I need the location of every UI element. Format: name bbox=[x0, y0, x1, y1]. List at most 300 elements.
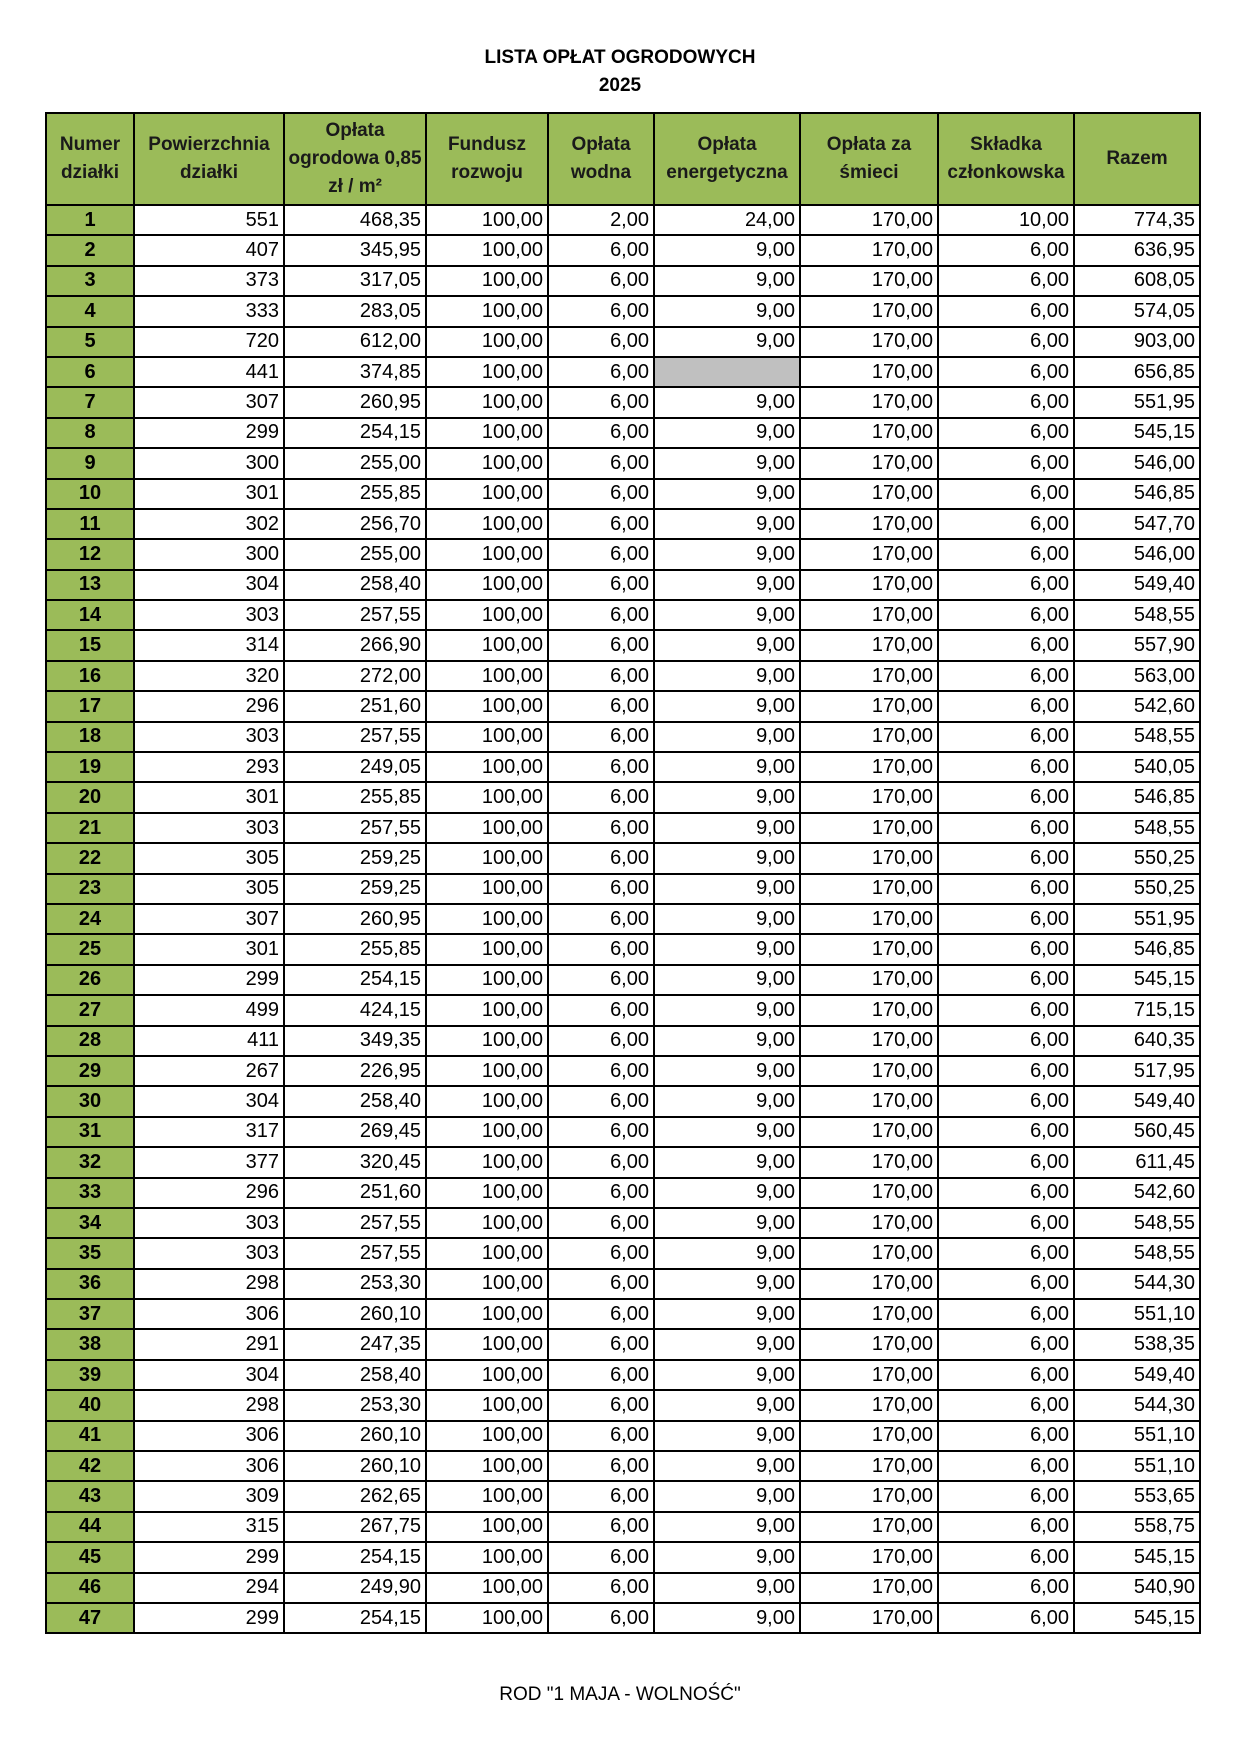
table-row bbox=[46, 570, 1200, 600]
fees-table bbox=[45, 112, 1201, 1634]
cell-water-fee: 6,00 bbox=[548, 509, 654, 539]
cell-area: 373 bbox=[134, 266, 284, 296]
cell-development-fund: 100,00 bbox=[426, 509, 548, 539]
cell-plot-number: 34 bbox=[46, 1208, 134, 1238]
cell-area: 309 bbox=[134, 1481, 284, 1511]
cell-energy-fee: 9,00 bbox=[654, 387, 800, 417]
cell-area: 306 bbox=[134, 1299, 284, 1329]
cell-development-fund: 100,00 bbox=[426, 661, 548, 691]
cell-plot-number: 7 bbox=[46, 387, 134, 417]
cell-area: 304 bbox=[134, 570, 284, 600]
table-row bbox=[46, 722, 1200, 752]
cell-membership-fee: 6,00 bbox=[938, 479, 1074, 509]
cell-garden-fee: 255,85 bbox=[284, 479, 426, 509]
cell-total: 550,25 bbox=[1074, 874, 1200, 904]
table-body bbox=[46, 205, 1200, 1633]
cell-water-fee: 6,00 bbox=[548, 722, 654, 752]
header-garden-fee: Opłata ogrodowa 0,85 zł / m² bbox=[284, 113, 426, 205]
table-row bbox=[46, 843, 1200, 873]
cell-development-fund: 100,00 bbox=[426, 691, 548, 721]
cell-area: 303 bbox=[134, 600, 284, 630]
table-row bbox=[46, 357, 1200, 387]
cell-plot-number: 1 bbox=[46, 205, 134, 235]
cell-total: 774,35 bbox=[1074, 205, 1200, 235]
cell-garden-fee: 257,55 bbox=[284, 1238, 426, 1268]
cell-membership-fee: 6,00 bbox=[938, 1208, 1074, 1238]
cell-total: 548,55 bbox=[1074, 813, 1200, 843]
cell-area: 299 bbox=[134, 1542, 284, 1572]
cell-energy-fee: 9,00 bbox=[654, 1238, 800, 1268]
cell-garden-fee: 283,05 bbox=[284, 296, 426, 326]
cell-membership-fee: 6,00 bbox=[938, 843, 1074, 873]
table-row bbox=[46, 965, 1200, 995]
cell-plot-number: 2 bbox=[46, 235, 134, 265]
cell-area: 298 bbox=[134, 1390, 284, 1420]
cell-waste-fee: 170,00 bbox=[800, 722, 938, 752]
cell-area: 307 bbox=[134, 904, 284, 934]
table-row bbox=[46, 630, 1200, 660]
table-row bbox=[46, 266, 1200, 296]
cell-area: 333 bbox=[134, 296, 284, 326]
cell-plot-number: 3 bbox=[46, 266, 134, 296]
cell-energy-fee: 9,00 bbox=[654, 570, 800, 600]
cell-energy-fee: 9,00 bbox=[654, 1451, 800, 1481]
cell-membership-fee: 6,00 bbox=[938, 752, 1074, 782]
cell-water-fee: 6,00 bbox=[548, 1299, 654, 1329]
cell-garden-fee: 320,45 bbox=[284, 1147, 426, 1177]
cell-waste-fee: 170,00 bbox=[800, 1481, 938, 1511]
cell-area: 300 bbox=[134, 448, 284, 478]
table-row bbox=[46, 1056, 1200, 1086]
cell-water-fee: 6,00 bbox=[548, 448, 654, 478]
table-row bbox=[46, 1299, 1200, 1329]
cell-membership-fee: 6,00 bbox=[938, 995, 1074, 1025]
table-row bbox=[46, 1451, 1200, 1481]
cell-membership-fee: 6,00 bbox=[938, 266, 1074, 296]
cell-total: 551,95 bbox=[1074, 904, 1200, 934]
cell-garden-fee: 258,40 bbox=[284, 1360, 426, 1390]
cell-energy-fee: 9,00 bbox=[654, 327, 800, 357]
cell-development-fund: 100,00 bbox=[426, 1147, 548, 1177]
cell-membership-fee: 6,00 bbox=[938, 327, 1074, 357]
cell-garden-fee: 255,85 bbox=[284, 782, 426, 812]
cell-plot-number: 18 bbox=[46, 722, 134, 752]
cell-plot-number: 21 bbox=[46, 813, 134, 843]
cell-development-fund: 100,00 bbox=[426, 722, 548, 752]
table-row bbox=[46, 1269, 1200, 1299]
table-row bbox=[46, 1117, 1200, 1147]
table-row bbox=[46, 448, 1200, 478]
cell-waste-fee: 170,00 bbox=[800, 1603, 938, 1633]
cell-area: 303 bbox=[134, 1208, 284, 1238]
cell-total: 538,35 bbox=[1074, 1329, 1200, 1359]
cell-garden-fee: 251,60 bbox=[284, 1178, 426, 1208]
cell-total: 540,90 bbox=[1074, 1573, 1200, 1603]
cell-development-fund: 100,00 bbox=[426, 630, 548, 660]
cell-water-fee: 6,00 bbox=[548, 1573, 654, 1603]
cell-garden-fee: 257,55 bbox=[284, 722, 426, 752]
cell-plot-number: 42 bbox=[46, 1451, 134, 1481]
cell-membership-fee: 6,00 bbox=[938, 691, 1074, 721]
cell-total: 640,35 bbox=[1074, 1026, 1200, 1056]
cell-total: 656,85 bbox=[1074, 357, 1200, 387]
cell-energy-fee: 9,00 bbox=[654, 904, 800, 934]
cell-development-fund: 100,00 bbox=[426, 539, 548, 569]
cell-area: 314 bbox=[134, 630, 284, 660]
cell-water-fee: 6,00 bbox=[548, 1238, 654, 1268]
cell-energy-fee: 9,00 bbox=[654, 509, 800, 539]
cell-development-fund: 100,00 bbox=[426, 266, 548, 296]
cell-membership-fee: 6,00 bbox=[938, 235, 1074, 265]
cell-membership-fee: 6,00 bbox=[938, 1390, 1074, 1420]
cell-energy-fee: 9,00 bbox=[654, 1026, 800, 1056]
cell-energy-fee: 9,00 bbox=[654, 448, 800, 478]
cell-development-fund: 100,00 bbox=[426, 843, 548, 873]
cell-plot-number: 17 bbox=[46, 691, 134, 721]
title-year: 2025 bbox=[598, 75, 642, 96]
cell-garden-fee: 345,95 bbox=[284, 235, 426, 265]
cell-total: 903,00 bbox=[1074, 327, 1200, 357]
cell-plot-number: 32 bbox=[46, 1147, 134, 1177]
cell-plot-number: 13 bbox=[46, 570, 134, 600]
cell-area: 317 bbox=[134, 1117, 284, 1147]
cell-plot-number: 14 bbox=[46, 600, 134, 630]
cell-water-fee: 6,00 bbox=[548, 904, 654, 934]
cell-energy-fee: 9,00 bbox=[654, 1117, 800, 1147]
header-energy-fee: Opłata energetyczna bbox=[654, 113, 800, 205]
table-row bbox=[46, 934, 1200, 964]
cell-waste-fee: 170,00 bbox=[800, 479, 938, 509]
table-row bbox=[46, 600, 1200, 630]
cell-waste-fee: 170,00 bbox=[800, 1269, 938, 1299]
cell-membership-fee: 6,00 bbox=[938, 1481, 1074, 1511]
cell-energy-fee: 9,00 bbox=[654, 1056, 800, 1086]
cell-plot-number: 47 bbox=[46, 1603, 134, 1633]
cell-plot-number: 39 bbox=[46, 1360, 134, 1390]
cell-membership-fee: 6,00 bbox=[938, 539, 1074, 569]
cell-energy-fee: 9,00 bbox=[654, 813, 800, 843]
cell-membership-fee: 6,00 bbox=[938, 813, 1074, 843]
cell-energy-fee: 9,00 bbox=[654, 1269, 800, 1299]
cell-development-fund: 100,00 bbox=[426, 782, 548, 812]
cell-water-fee: 6,00 bbox=[548, 539, 654, 569]
cell-water-fee: 6,00 bbox=[548, 1178, 654, 1208]
cell-area: 407 bbox=[134, 235, 284, 265]
cell-development-fund: 100,00 bbox=[426, 448, 548, 478]
cell-area: 307 bbox=[134, 387, 284, 417]
cell-water-fee: 6,00 bbox=[548, 1512, 654, 1542]
header-development-fund: Fundusz rozwoju bbox=[426, 113, 548, 205]
cell-waste-fee: 170,00 bbox=[800, 874, 938, 904]
cell-energy-fee: 9,00 bbox=[654, 843, 800, 873]
cell-garden-fee: 262,65 bbox=[284, 1481, 426, 1511]
cell-total: 546,85 bbox=[1074, 934, 1200, 964]
cell-energy-fee: 9,00 bbox=[654, 1481, 800, 1511]
cell-energy-fee: 9,00 bbox=[654, 1208, 800, 1238]
cell-area: 303 bbox=[134, 813, 284, 843]
cell-waste-fee: 170,00 bbox=[800, 1329, 938, 1359]
table-row bbox=[46, 1208, 1200, 1238]
cell-plot-number: 35 bbox=[46, 1238, 134, 1268]
cell-waste-fee: 170,00 bbox=[800, 600, 938, 630]
cell-waste-fee: 170,00 bbox=[800, 661, 938, 691]
cell-development-fund: 100,00 bbox=[426, 965, 548, 995]
cell-development-fund: 100,00 bbox=[426, 1086, 548, 1116]
cell-total: 542,60 bbox=[1074, 1178, 1200, 1208]
cell-water-fee: 6,00 bbox=[548, 661, 654, 691]
cell-energy-fee: 24,00 bbox=[654, 205, 800, 235]
cell-waste-fee: 170,00 bbox=[800, 782, 938, 812]
cell-garden-fee: 251,60 bbox=[284, 691, 426, 721]
cell-plot-number: 41 bbox=[46, 1421, 134, 1451]
cell-garden-fee: 257,55 bbox=[284, 813, 426, 843]
cell-water-fee: 6,00 bbox=[548, 630, 654, 660]
cell-water-fee: 6,00 bbox=[548, 782, 654, 812]
table-row bbox=[46, 752, 1200, 782]
cell-garden-fee: 260,10 bbox=[284, 1421, 426, 1451]
cell-water-fee: 6,00 bbox=[548, 1542, 654, 1572]
cell-water-fee: 6,00 bbox=[548, 418, 654, 448]
cell-development-fund: 100,00 bbox=[426, 813, 548, 843]
cell-garden-fee: 254,15 bbox=[284, 1603, 426, 1633]
table-row bbox=[46, 904, 1200, 934]
cell-waste-fee: 170,00 bbox=[800, 1026, 938, 1056]
cell-waste-fee: 170,00 bbox=[800, 1086, 938, 1116]
table-row bbox=[46, 418, 1200, 448]
cell-waste-fee: 170,00 bbox=[800, 387, 938, 417]
cell-membership-fee: 6,00 bbox=[938, 1299, 1074, 1329]
cell-garden-fee: 260,10 bbox=[284, 1299, 426, 1329]
cell-plot-number: 22 bbox=[46, 843, 134, 873]
cell-waste-fee: 170,00 bbox=[800, 1117, 938, 1147]
cell-garden-fee: 255,00 bbox=[284, 539, 426, 569]
cell-garden-fee: 260,95 bbox=[284, 904, 426, 934]
cell-water-fee: 6,00 bbox=[548, 357, 654, 387]
cell-membership-fee: 6,00 bbox=[938, 296, 1074, 326]
cell-garden-fee: 249,90 bbox=[284, 1573, 426, 1603]
cell-total: 551,10 bbox=[1074, 1299, 1200, 1329]
cell-membership-fee: 6,00 bbox=[938, 1329, 1074, 1359]
cell-membership-fee: 6,00 bbox=[938, 1573, 1074, 1603]
cell-membership-fee: 6,00 bbox=[938, 570, 1074, 600]
cell-water-fee: 6,00 bbox=[548, 479, 654, 509]
cell-plot-number: 11 bbox=[46, 509, 134, 539]
cell-waste-fee: 170,00 bbox=[800, 752, 938, 782]
table-row bbox=[46, 995, 1200, 1025]
cell-garden-fee: 260,95 bbox=[284, 387, 426, 417]
table-row bbox=[46, 782, 1200, 812]
header-area: Powierzchnia działki bbox=[134, 113, 284, 205]
cell-total: 545,15 bbox=[1074, 418, 1200, 448]
table-row bbox=[46, 1421, 1200, 1451]
cell-area: 551 bbox=[134, 205, 284, 235]
table-row bbox=[46, 509, 1200, 539]
cell-garden-fee: 258,40 bbox=[284, 1086, 426, 1116]
cell-energy-fee: 9,00 bbox=[654, 1147, 800, 1177]
cell-total: 549,40 bbox=[1074, 570, 1200, 600]
cell-water-fee: 6,00 bbox=[548, 1451, 654, 1481]
document-title bbox=[0, 44, 1240, 100]
cell-garden-fee: 257,55 bbox=[284, 1208, 426, 1238]
cell-total: 542,60 bbox=[1074, 691, 1200, 721]
table-row bbox=[46, 1026, 1200, 1056]
cell-total: 548,55 bbox=[1074, 600, 1200, 630]
cell-garden-fee: 256,70 bbox=[284, 509, 426, 539]
cell-water-fee: 6,00 bbox=[548, 874, 654, 904]
cell-energy-fee bbox=[654, 357, 800, 387]
cell-water-fee: 6,00 bbox=[548, 1026, 654, 1056]
cell-total: 545,15 bbox=[1074, 1603, 1200, 1633]
table-row bbox=[46, 1178, 1200, 1208]
cell-waste-fee: 170,00 bbox=[800, 1056, 938, 1086]
cell-water-fee: 6,00 bbox=[548, 1390, 654, 1420]
cell-waste-fee: 170,00 bbox=[800, 418, 938, 448]
cell-development-fund: 100,00 bbox=[426, 1056, 548, 1086]
cell-waste-fee: 170,00 bbox=[800, 539, 938, 569]
cell-plot-number: 29 bbox=[46, 1056, 134, 1086]
cell-water-fee: 6,00 bbox=[548, 235, 654, 265]
header-plot-number: Numer działki bbox=[46, 113, 134, 205]
header-total: Razem bbox=[1074, 113, 1200, 205]
cell-area: 301 bbox=[134, 782, 284, 812]
cell-plot-number: 28 bbox=[46, 1026, 134, 1056]
cell-garden-fee: 247,35 bbox=[284, 1329, 426, 1359]
cell-energy-fee: 9,00 bbox=[654, 782, 800, 812]
cell-waste-fee: 170,00 bbox=[800, 630, 938, 660]
cell-area: 303 bbox=[134, 1238, 284, 1268]
cell-garden-fee: 257,55 bbox=[284, 600, 426, 630]
cell-total: 550,25 bbox=[1074, 843, 1200, 873]
cell-water-fee: 6,00 bbox=[548, 1481, 654, 1511]
cell-garden-fee: 249,05 bbox=[284, 752, 426, 782]
table-row bbox=[46, 691, 1200, 721]
cell-total: 611,45 bbox=[1074, 1147, 1200, 1177]
cell-total: 546,00 bbox=[1074, 448, 1200, 478]
cell-waste-fee: 170,00 bbox=[800, 1208, 938, 1238]
table-row bbox=[46, 1603, 1200, 1633]
cell-plot-number: 26 bbox=[46, 965, 134, 995]
cell-total: 546,00 bbox=[1074, 539, 1200, 569]
cell-total: 558,75 bbox=[1074, 1512, 1200, 1542]
cell-garden-fee: 259,25 bbox=[284, 874, 426, 904]
cell-garden-fee: 255,85 bbox=[284, 934, 426, 964]
cell-plot-number: 43 bbox=[46, 1481, 134, 1511]
cell-area: 299 bbox=[134, 1603, 284, 1633]
cell-membership-fee: 6,00 bbox=[938, 1117, 1074, 1147]
cell-waste-fee: 170,00 bbox=[800, 235, 938, 265]
cell-area: 306 bbox=[134, 1451, 284, 1481]
cell-energy-fee: 9,00 bbox=[654, 1603, 800, 1633]
cell-garden-fee: 258,40 bbox=[284, 570, 426, 600]
cell-membership-fee: 6,00 bbox=[938, 509, 1074, 539]
cell-development-fund: 100,00 bbox=[426, 1451, 548, 1481]
cell-energy-fee: 9,00 bbox=[654, 691, 800, 721]
cell-membership-fee: 6,00 bbox=[938, 1026, 1074, 1056]
cell-membership-fee: 6,00 bbox=[938, 1360, 1074, 1390]
cell-area: 305 bbox=[134, 843, 284, 873]
cell-development-fund: 100,00 bbox=[426, 327, 548, 357]
cell-area: 305 bbox=[134, 874, 284, 904]
cell-area: 301 bbox=[134, 479, 284, 509]
cell-membership-fee: 6,00 bbox=[938, 1512, 1074, 1542]
cell-garden-fee: 260,10 bbox=[284, 1451, 426, 1481]
cell-water-fee: 6,00 bbox=[548, 752, 654, 782]
cell-membership-fee: 6,00 bbox=[938, 722, 1074, 752]
cell-membership-fee: 6,00 bbox=[938, 600, 1074, 630]
cell-development-fund: 100,00 bbox=[426, 1208, 548, 1238]
header-water-fee: Opłata wodna bbox=[548, 113, 654, 205]
cell-plot-number: 9 bbox=[46, 448, 134, 478]
header-waste-fee: Opłata za śmieci bbox=[800, 113, 938, 205]
cell-area: 320 bbox=[134, 661, 284, 691]
cell-garden-fee: 272,00 bbox=[284, 661, 426, 691]
cell-development-fund: 100,00 bbox=[426, 1542, 548, 1572]
cell-plot-number: 16 bbox=[46, 661, 134, 691]
cell-total: 544,30 bbox=[1074, 1390, 1200, 1420]
table-row bbox=[46, 296, 1200, 326]
cell-plot-number: 46 bbox=[46, 1573, 134, 1603]
cell-area: 377 bbox=[134, 1147, 284, 1177]
cell-water-fee: 6,00 bbox=[548, 1329, 654, 1359]
cell-membership-fee: 6,00 bbox=[938, 965, 1074, 995]
cell-development-fund: 100,00 bbox=[426, 874, 548, 904]
cell-development-fund: 100,00 bbox=[426, 235, 548, 265]
cell-total: 608,05 bbox=[1074, 266, 1200, 296]
cell-membership-fee: 6,00 bbox=[938, 1238, 1074, 1268]
cell-waste-fee: 170,00 bbox=[800, 570, 938, 600]
cell-membership-fee: 6,00 bbox=[938, 1421, 1074, 1451]
cell-plot-number: 23 bbox=[46, 874, 134, 904]
cell-waste-fee: 170,00 bbox=[800, 1512, 938, 1542]
cell-total: 551,95 bbox=[1074, 387, 1200, 417]
cell-plot-number: 5 bbox=[46, 327, 134, 357]
header-membership-fee: Składka członkowska bbox=[938, 113, 1074, 205]
cell-energy-fee: 9,00 bbox=[654, 722, 800, 752]
table-row bbox=[46, 539, 1200, 569]
cell-waste-fee: 170,00 bbox=[800, 1451, 938, 1481]
cell-membership-fee: 10,00 bbox=[938, 205, 1074, 235]
cell-plot-number: 25 bbox=[46, 934, 134, 964]
cell-development-fund: 100,00 bbox=[426, 1512, 548, 1542]
cell-waste-fee: 170,00 bbox=[800, 266, 938, 296]
cell-energy-fee: 9,00 bbox=[654, 235, 800, 265]
table-row bbox=[46, 205, 1200, 235]
cell-energy-fee: 9,00 bbox=[654, 539, 800, 569]
cell-water-fee: 6,00 bbox=[548, 813, 654, 843]
cell-water-fee: 6,00 bbox=[548, 570, 654, 600]
cell-development-fund: 100,00 bbox=[426, 600, 548, 630]
cell-development-fund: 100,00 bbox=[426, 1026, 548, 1056]
cell-water-fee: 6,00 bbox=[548, 934, 654, 964]
table-row bbox=[46, 327, 1200, 357]
cell-waste-fee: 170,00 bbox=[800, 1573, 938, 1603]
cell-plot-number: 44 bbox=[46, 1512, 134, 1542]
cell-development-fund: 100,00 bbox=[426, 1573, 548, 1603]
cell-water-fee: 6,00 bbox=[548, 1117, 654, 1147]
cell-membership-fee: 6,00 bbox=[938, 418, 1074, 448]
cell-plot-number: 10 bbox=[46, 479, 134, 509]
cell-plot-number: 40 bbox=[46, 1390, 134, 1420]
cell-total: 545,15 bbox=[1074, 965, 1200, 995]
cell-plot-number: 15 bbox=[46, 630, 134, 660]
cell-area: 304 bbox=[134, 1360, 284, 1390]
cell-membership-fee: 6,00 bbox=[938, 1269, 1074, 1299]
table-row bbox=[46, 1360, 1200, 1390]
cell-plot-number: 37 bbox=[46, 1299, 134, 1329]
cell-membership-fee: 6,00 bbox=[938, 630, 1074, 660]
cell-waste-fee: 170,00 bbox=[800, 1360, 938, 1390]
table-row bbox=[46, 1542, 1200, 1572]
